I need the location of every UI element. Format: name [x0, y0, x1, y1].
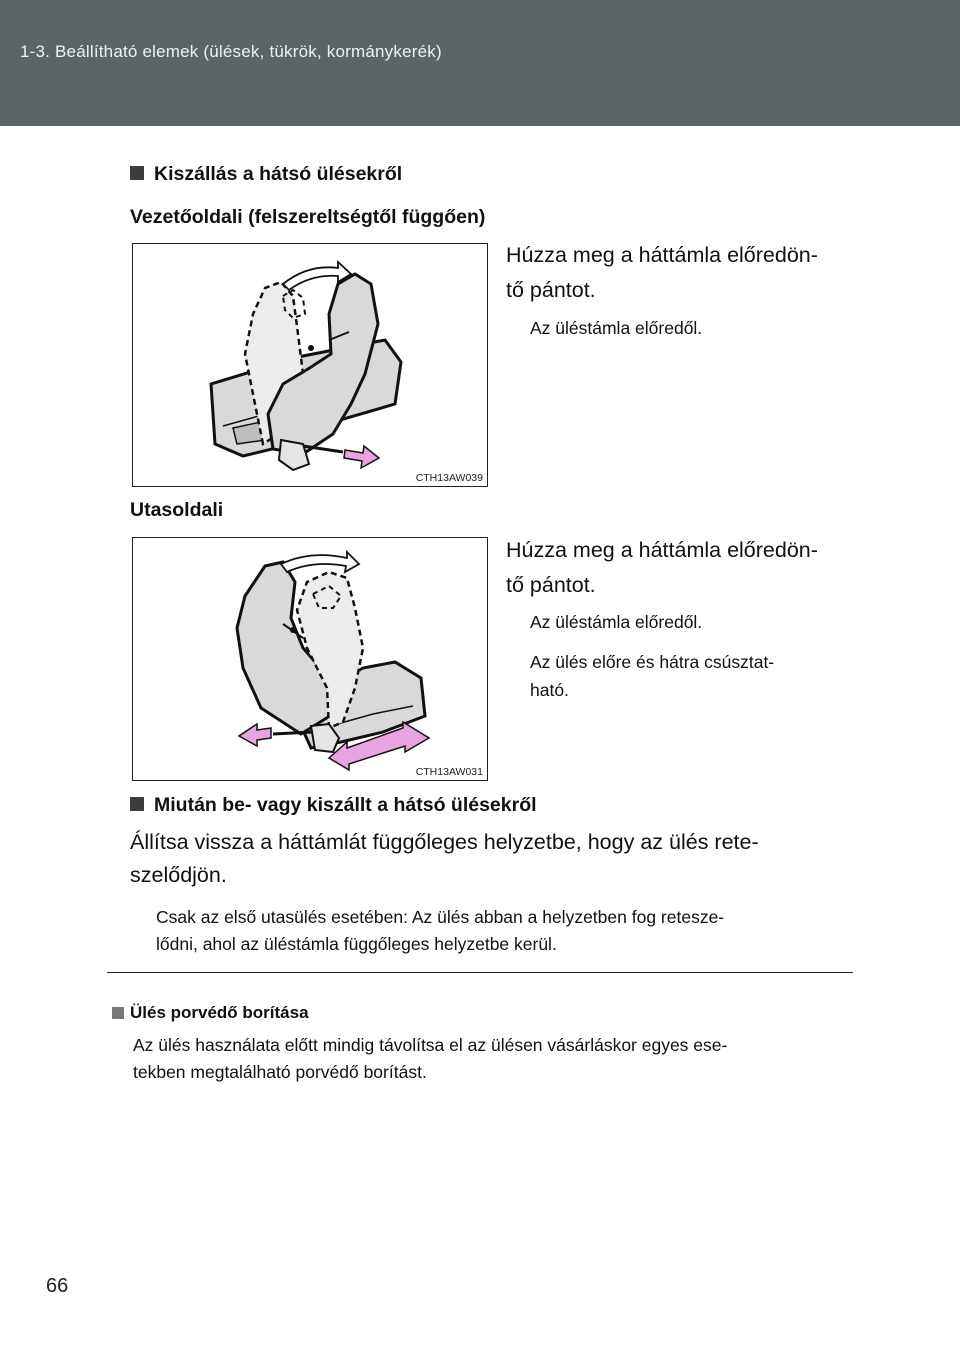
passenger-instruction-line1: Húzza meg a háttámla előredön- [506, 538, 818, 562]
driver-seat-illustration [133, 244, 489, 488]
section2-note-line1: Csak az első utasülés esetében: Az ülés abban a helyzetben fog retesze- [156, 907, 725, 927]
section-divider [107, 972, 853, 973]
driver-instruction-line1: Húzza meg a háttámla előredön- [506, 243, 818, 267]
header-title: 1-3. Beállítható elemek (ülések, tükrök, kormánykerék) [20, 42, 442, 61]
bullet-square-icon [130, 166, 144, 180]
driver-side-subheading: Vezetőoldali (felszereltségtől függően) [130, 206, 486, 228]
driver-instruction-line2: tő pántot. [506, 278, 596, 302]
passenger-note1: Az üléstámla előredől. [530, 612, 703, 632]
section2-text-line1: Állítsa vissza a háttámlát függőleges helyzetbe, hogy az ülés rete- [130, 830, 759, 854]
section-heading-exit-rear [130, 163, 402, 186]
heading-text: Kiszállás a hátsó ülésekről [154, 163, 403, 185]
section3-text-line1: Az ülés használata előtt mindig távolítsa el az ülésen vásárláskor egyes ese- [133, 1035, 728, 1055]
passenger-seat-illustration [133, 538, 489, 782]
page-number: 66 [46, 1275, 69, 1297]
figure-code-passenger: CTH13AW031 [415, 766, 483, 778]
passenger-note2-line2: ható. [530, 680, 569, 700]
passenger-note2-line1: Az ülés előre és hátra csúsztat- [530, 652, 775, 672]
section3-text-line2: tekben megtalálható porvédő borítást. [133, 1062, 427, 1082]
page-header [0, 0, 960, 126]
bullet-square-icon [130, 797, 144, 811]
section2-note-line2: lődni, ahol az üléstámla függőleges helyzetbe kerül. [156, 934, 557, 954]
figure-driver-seat [132, 243, 488, 487]
section-heading-dust-cover [112, 1003, 309, 1023]
heading-text: Miután be- vagy kiszállt a hátsó ülésekről [154, 794, 537, 816]
driver-note: Az üléstámla előredől. [530, 318, 703, 338]
section2-text-line2: szelődjön. [130, 863, 227, 887]
passenger-instruction-line2: tő pántot. [506, 573, 596, 597]
passenger-side-subheading: Utasoldali [130, 499, 224, 521]
heading-text: Ülés porvédő borítása [130, 1003, 309, 1022]
figure-code-driver: CTH13AW039 [415, 472, 483, 484]
section-heading-after-entry [130, 794, 537, 817]
bullet-square-icon [112, 1007, 124, 1019]
figure-passenger-seat [132, 537, 488, 781]
